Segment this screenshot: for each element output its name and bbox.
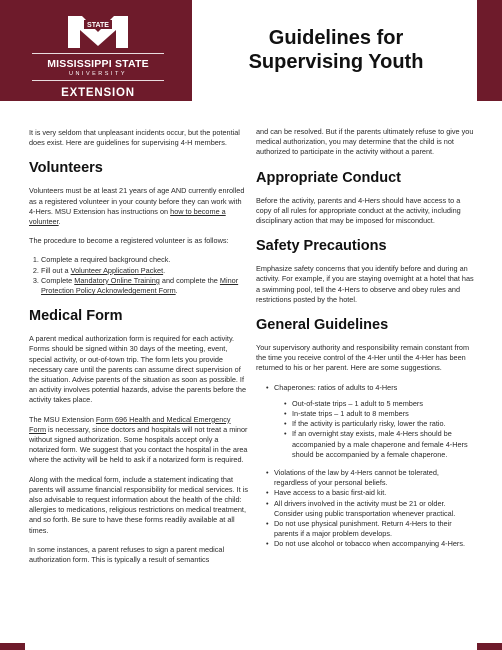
logo-extension: EXTENSION bbox=[61, 87, 135, 99]
become-volunteer-link[interactable]: how to become a volunteer bbox=[29, 206, 226, 227]
application-packet-link[interactable]: Volunteer Application Packet bbox=[70, 265, 164, 275]
guidelines-list bbox=[256, 383, 474, 550]
list-item: • Out-of-state trips – 1 adult to 5 members bbox=[284, 399, 474, 409]
msu-extension-logo[interactable] bbox=[24, 14, 172, 99]
procedure-paragraph: The procedure to become a registered volunteer is as follows: bbox=[29, 236, 229, 246]
list-item: • Do not use physical punishment. Return 4-Hers to their parents if a major problem develops. bbox=[266, 519, 474, 539]
logo-university-name: MISSISSIPPI STATE bbox=[47, 58, 149, 70]
right-column bbox=[256, 127, 474, 558]
procedure-step: 2. Fill out a Volunteer Application Packet. bbox=[41, 266, 249, 276]
minor-protection-form-link[interactable]: Minor Protection Policy Acknowledgement Form bbox=[41, 275, 239, 296]
volunteers-paragraph: Volunteers must be at least 21 years of age AND currently enrolled as a registered volunteer in your county before they can work with 4-Hers. MSU Extension has instructions on how to become a volunteer. bbox=[29, 186, 245, 227]
logo-rule bbox=[32, 53, 164, 54]
footer-band-right bbox=[477, 643, 502, 650]
header-band-right bbox=[477, 0, 502, 101]
msu-m-seal-icon bbox=[66, 14, 130, 50]
list-item: • All drivers involved in the activity must be 21 or older. Consider using public transportation whenever practical. bbox=[266, 499, 474, 519]
conduct-heading: Appropriate Conduct bbox=[256, 169, 401, 186]
footer-band-left bbox=[0, 643, 25, 650]
conduct-paragraph: Before the activity, parents and 4-Hers should have access to a copy of all rules for appropriate conduct at the activity, including disciplinary action that may be imposed for misconduct. bbox=[256, 195, 461, 226]
general-paragraph: Your supervisory authority and responsibility remain constant from the time you receive control of the 4-Her until the 4-Her has been returned to his or her parent. Here are some suggestions. bbox=[256, 343, 470, 373]
safety-paragraph: Emphasize safety concerns that you identify before and during an activity. For example, if you are staying overnight at a hotel that has a swimming pool, tell the 4-Hers to observe and obey rules and restrictions posted by the hotel. bbox=[256, 264, 474, 304]
list-item: • If an overnight stay exists, male 4-Hers should be accompanied by a male chaperone and female 4-Hers should be accompanied by a female chaperone. bbox=[284, 429, 474, 460]
list-item: • Have access to a basic first-aid kit. bbox=[266, 488, 474, 498]
form-696-link[interactable]: Form 696 Health and Medical Emergency Form bbox=[29, 414, 231, 434]
online-training-link[interactable]: Mandatory Online Training bbox=[74, 275, 160, 285]
procedure-step: 3. Complete Mandatory Online Training and complete the Minor Protection Policy Acknowledgement Form. bbox=[41, 276, 249, 296]
list-item: • In-state trips – 1 adult to 8 members bbox=[284, 409, 474, 419]
medical-paragraph-2: The MSU Extension Form 696 Health and Medical Emergency Form is necessary, since doctors and hospitals will not treat a minor without signed authorization. Some hospitals accept only a notarized form. We suggest that you contact the hospital in the area where the activity will be held to ask if a notarized form is required. bbox=[29, 414, 248, 465]
medical-paragraph-1: A parent medical authorization form is required for each activity. Forms should be signed within 30 days of the meeting, event, special activity, or out-of-town trip. The form lets you provide necessary care until the parents can assume direct supervision of the situation. Advise parents of the situation as soon as possible. If an activity involves potential hazards, advise the parents before the activity takes place. bbox=[29, 334, 247, 405]
list-item: • Chaperones: ratios of adults to 4-Hers • Out-of-state trips – 1 adult to 5 members • In-state trips – 1 adult to 8 members • If the activity is particularly risky, lower the ratio. • If an overnight stay exists, male 4-Hers should be accompanied by a male chaperone and female 4-Hers should be accompanied by a female chaperone. bbox=[266, 383, 474, 460]
medical-paragraph-4: In some instances, a parent refuses to sign a parent medical authorization form. This is typically a result of semantics bbox=[29, 544, 225, 565]
procedure-steps bbox=[29, 255, 249, 296]
safety-heading: Safety Precautions bbox=[256, 238, 387, 255]
page-title bbox=[200, 26, 472, 74]
seal-text: STATE bbox=[87, 22, 109, 30]
intro-paragraph: It is very seldom that unpleasant incidents occur, but the potential does exist. Here are guidelines for supervising 4-H members. bbox=[29, 128, 240, 148]
list-item: • Do not use alcohol or tobacco when accompanying 4-Hers. bbox=[266, 539, 474, 549]
list-item: • Violations of the law by 4-Hers cannot be tolerated, regardless of your personal beliefs. bbox=[266, 468, 474, 488]
title-line-1: Guidelines for bbox=[268, 27, 404, 49]
procedure-step: 1. Complete a required background check. bbox=[41, 255, 249, 265]
continuation-paragraph: and can be resolved. But if the parents ultimately refuse to give you medical authorization, you may determine that the child is not authorized to participate in the activity without a parent. bbox=[256, 127, 474, 157]
logo-rule-2 bbox=[32, 80, 164, 81]
logo-university-label: UNIVERSITY bbox=[68, 71, 127, 77]
left-column bbox=[29, 128, 249, 574]
volunteers-heading: Volunteers bbox=[29, 160, 103, 177]
medical-form-heading: Medical Form bbox=[29, 308, 123, 325]
ratios-sublist bbox=[274, 399, 474, 460]
general-heading: General Guidelines bbox=[256, 317, 389, 334]
list-item: • If the activity is particularly risky, lower the ratio. bbox=[284, 419, 474, 429]
medical-paragraph-3: Along with the medical form, include a statement indicating that parents will assume financial responsibility for medical services. It is also advisable to request information about the health of the child: allergies to medications, religious restrictions on medical treatment, and so forth. Be sure to have these forms readily available at all times. bbox=[29, 474, 248, 535]
title-line-2: Supervising Youth bbox=[248, 51, 424, 73]
